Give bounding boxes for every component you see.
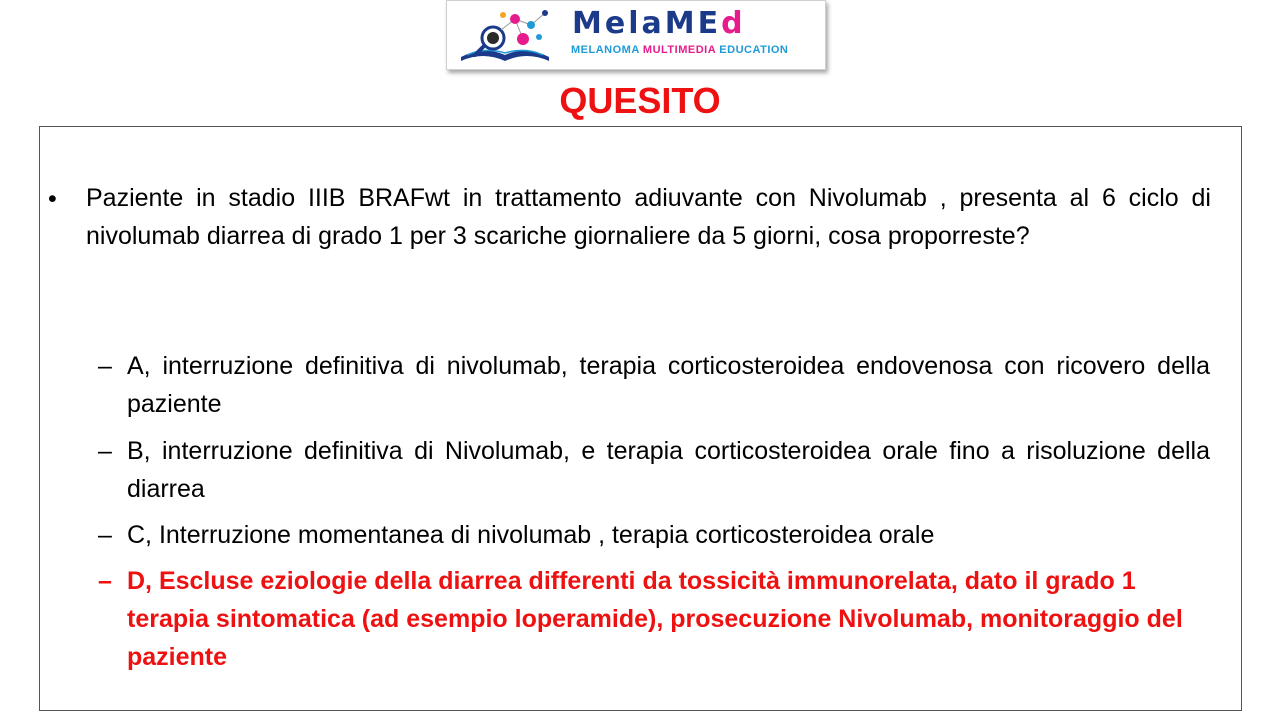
option-c-dash: – [98,521,112,549]
option-d-dash: – [98,567,112,595]
option-b-dash: – [98,437,112,465]
option-d-text: D, Escluse eziologie della diarrea differenti da tossicità immunorelata, dato il grado 1 terapia sintomatica (ad esempio loperamide), prosecuzione Nivolumab, monitoraggio del paziente [127,567,1183,671]
logo-graphic-icon [453,5,563,65]
logo-name-accent: d [721,6,746,41]
option-b [98,432,1210,508]
melamed-logo [446,0,826,70]
logo-subtitle [571,44,788,56]
logo-subtitle-part1: MELANOMA [571,44,643,56]
logo-name [572,7,746,41]
question-text: Paziente in stadio IIIB BRAFwt in trattamento adiuvante con Nivolumab , presenta al 6 ciclo di nivolumab diarrea di grado 1 per 3 scariche giornaliere da 5 giorni, cosa proporreste? [86,184,1211,250]
logo-name-main: MelaME [572,6,722,41]
option-a-dash: – [98,352,112,380]
slide-title: QUESITO [559,80,721,121]
option-b-text: B, interruzione definitiva di Nivolumab, e terapia corticosteroidea orale fino a risoluzione della diarrea [127,437,1210,503]
logo-subtitle-part3: EDUCATION [715,44,789,56]
option-c [98,516,1210,554]
option-c-text: C, Interruzione momentanea di nivolumab , terapia corticosteroidea orale [127,521,935,549]
option-a-text: A, interruzione definitiva di nivolumab, terapia corticosteroidea endovenosa con ricovero della paziente [127,352,1210,418]
option-d-correct [98,562,1210,676]
question-bullet: • [48,185,57,213]
option-a [98,347,1210,423]
logo-subtitle-part2: MULTIMEDIA [642,44,716,56]
